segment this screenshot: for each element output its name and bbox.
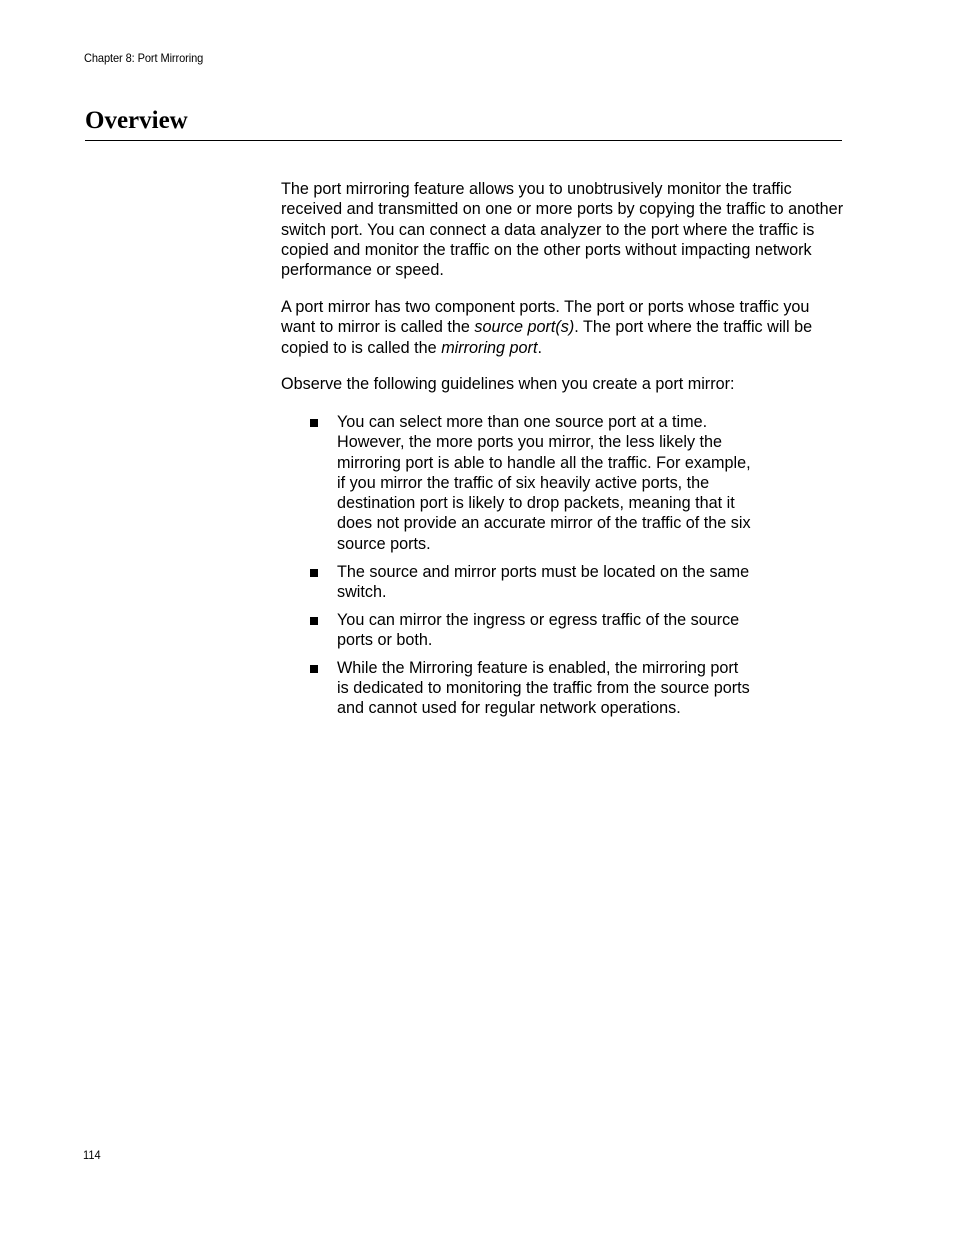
guidelines-intro: Observe the following guidelines when you create a port mirror: (281, 375, 735, 394)
list-item (281, 562, 752, 603)
square-bullet-icon (310, 569, 318, 577)
guidelines-list (281, 412, 761, 726)
intro-paragraph: The port mirroring feature allows you to unobtrusively monitor the traffic received and transmitted on one or more ports by copying the traffic to another switch port. You can connect a data analyzer to the port where the traffic is copied and monitor the traffic on the other ports without impacting network performance or speed. (281, 180, 844, 280)
list-item (281, 610, 752, 651)
square-bullet-icon (310, 419, 318, 427)
square-bullet-icon (310, 665, 318, 673)
title-rule (85, 140, 842, 141)
list-item-text: While the Mirroring feature is enabled, the mirroring port is dedicated to monitoring the traffic from the source ports and cannot used for regular network operations. (337, 658, 750, 718)
square-bullet-icon (310, 617, 318, 625)
page-number: 114 (83, 1148, 101, 1162)
section-title: Overview (85, 107, 188, 134)
list-item-text: You can select more than one source port at a time. However, the more ports you mirror, the less likely the mirroring port is able to handle all the traffic. For example, if you mirror the traffic of six heavily active ports, the destination port is likely to drop packets, meaning that it does not provide an accurate mirror of the traffic of the six source ports. (337, 413, 751, 553)
term-mirroring-port: mirroring port (441, 338, 538, 357)
term-source-ports: source port(s) (474, 318, 575, 337)
list-item-text: You can mirror the ingress or egress traffic of the source ports or both. (337, 610, 740, 649)
list-item-text: The source and mirror ports must be located on the same switch. (337, 562, 750, 601)
paragraph-text: A port mirror has two component ports. The port or ports whose traffic you want to mirror is called the (281, 297, 810, 337)
body-text (281, 179, 846, 411)
running-header: Chapter 8: Port Mirroring (84, 51, 204, 65)
paragraph-text: . (537, 338, 542, 357)
components-paragraph (281, 297, 846, 358)
paragraph-text: . The port where the traffic will be copied to is called the (281, 318, 813, 357)
list-item (281, 658, 752, 719)
list-item (281, 412, 752, 554)
